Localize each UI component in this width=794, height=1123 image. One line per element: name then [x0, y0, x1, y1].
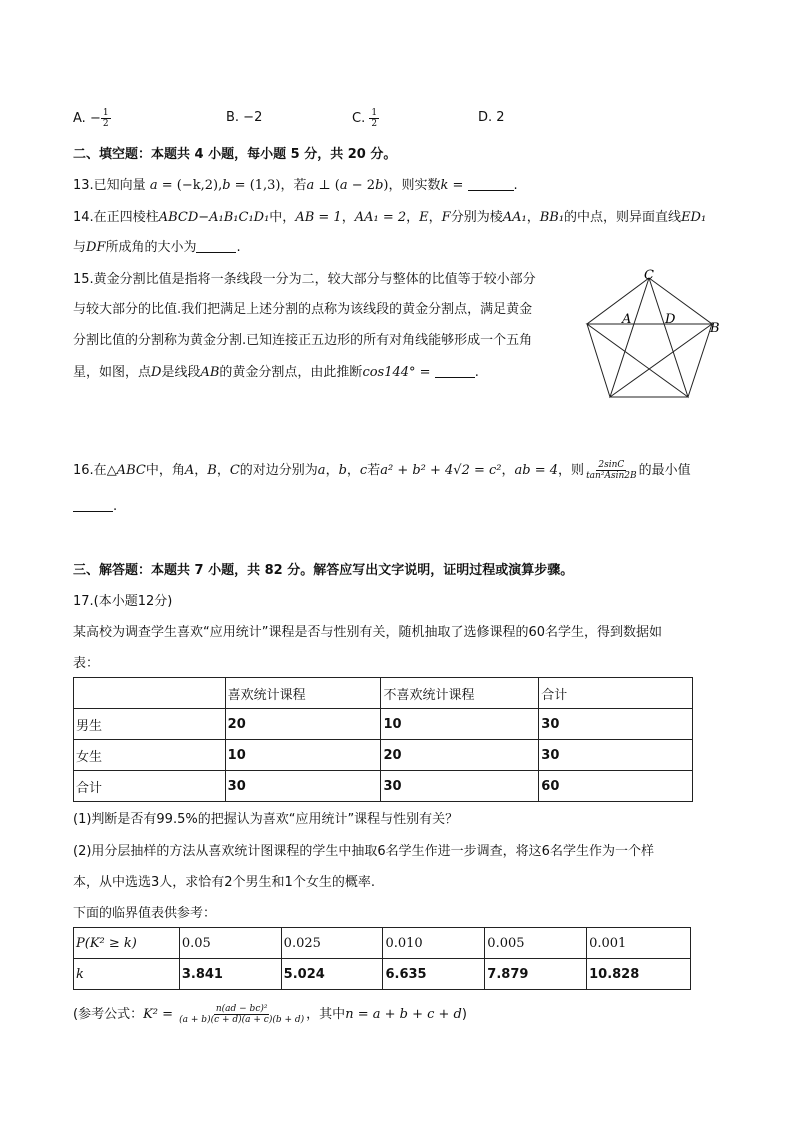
table-cell: 0.05 [179, 928, 281, 959]
prism-name: ABCD−A₁B₁C₁D₁ [158, 210, 270, 225]
option-c-fraction [369, 108, 379, 129]
sep: ， [194, 463, 208, 478]
q13-text-3: ，则实数 [388, 178, 441, 193]
triangle-abc: △ABC [106, 463, 146, 478]
vector-a-symbol-3: a [339, 178, 348, 193]
formula-text-3: ) [461, 1007, 467, 1022]
var-k: k [440, 178, 449, 193]
edge-bb1: BB₁ [539, 210, 565, 225]
table-cell: 男生 [74, 709, 226, 740]
q15-end: . [474, 365, 479, 380]
label-a: A [622, 312, 632, 327]
table-cell: 0.025 [281, 928, 383, 959]
q14-text-2: 中， [269, 210, 296, 225]
condition-equation: a² + b² + 4√2 = c² [380, 463, 502, 478]
option-b: B. −2 [226, 110, 263, 125]
q16-end: . [113, 499, 118, 514]
option-c-numerator: 1 [371, 108, 378, 118]
vector-b-symbol: b [222, 178, 231, 193]
option-c-label: C. [352, 111, 366, 126]
table-cell: 7.879 [485, 959, 587, 990]
table-cell: 30 [539, 709, 693, 740]
q16-text-3: 的对边分别为 [239, 463, 318, 478]
formula-n: n = a + b + c + d [345, 1007, 462, 1022]
question-17-intro-line1: 某高校为调查学生喜欢“应用统计”课程是否与性别有关，随机抽取了选修课程的60名学生，得到数据如 [73, 625, 663, 640]
aa1-length: AA₁ = 2 [354, 210, 407, 225]
question-16-line1 [73, 460, 691, 481]
fraction-denominator: tan²Asin2B [586, 471, 637, 481]
table-cell: 女生 [74, 740, 226, 771]
side-b: b [338, 463, 347, 478]
question-17-part2-line2: 本，从中选选3人，求恰有2个男生和1个女生的概率. [73, 875, 375, 890]
table-header-cell: 喜欢统计课程 [225, 678, 381, 709]
point-f: F [441, 210, 451, 225]
table-cell: 10 [381, 709, 539, 740]
formula-text: (参考公式： [73, 1007, 144, 1022]
label-d: D [665, 312, 676, 327]
table-cell: 20 [381, 740, 539, 771]
label-c: C [644, 268, 654, 283]
survey-table [73, 677, 693, 802]
question-15-line4 [73, 363, 479, 383]
table-header-row [74, 678, 693, 709]
label-b: B [710, 321, 720, 336]
close-paren: ) [383, 178, 389, 193]
table-cell: 10 [225, 740, 381, 771]
table-cell: 30 [539, 740, 693, 771]
angle-a: A [184, 463, 195, 478]
section2-heading: 二、填空题：本题共 4 小题，每小题 5 分，共 20 分。 [73, 147, 397, 162]
q14-text-5: 与 [73, 240, 87, 255]
sep: ， [406, 210, 420, 225]
table-row [74, 771, 693, 802]
table-row [74, 928, 691, 959]
survey-table-body [74, 678, 693, 802]
question-17-part1: (1)判断是否有99.5%的把握认为喜欢“应用统计”课程与性别有关？ [73, 812, 459, 827]
table-cell: 60 [539, 771, 693, 802]
point-d: D [151, 365, 162, 380]
q14-text: 14.在正四棱柱 [73, 210, 159, 225]
sep: ， [346, 463, 360, 478]
table-cell: 20 [225, 709, 381, 740]
sep: ， [501, 463, 515, 478]
question-14-line2 [73, 238, 241, 258]
sep: ， [341, 210, 355, 225]
question-17-part2-line1: (2)用分层抽样的方法从喜欢统计图课程的学生中抽取6名学生作进一步调查，将这6名学生作为一个样 [73, 844, 654, 859]
q16-text: 16.在 [73, 463, 107, 478]
q13-text: 13.已知向量 [73, 178, 146, 193]
table-cell: 30 [381, 771, 539, 802]
table-header-cell [74, 678, 226, 709]
question-17-intro-line2: 表： [73, 656, 100, 671]
table-cell: 合计 [74, 771, 226, 802]
sep: ， [428, 210, 442, 225]
reference-formula [73, 1003, 467, 1027]
formula-fraction [177, 1004, 306, 1025]
side-a: a [317, 463, 326, 478]
section3-heading: 三、解答题：本题共 7 小题，共 82 分。解答应写出文字说明，证明过程或演算步骤。 [73, 563, 574, 578]
question-15-line2: 与较大部分的比值.我们把满足上述分割的点称为该线段的黄金分割点，满足黄金 [73, 302, 533, 317]
equals: = [448, 178, 468, 193]
table-header-cell: 合计 [539, 678, 693, 709]
option-a-fraction [101, 108, 111, 129]
side-c: c [359, 463, 368, 478]
formula-text-2: ，其中 [306, 1007, 346, 1022]
critical-values-intro: 下面的临界值表供参考： [73, 906, 217, 921]
q14-text-4: 的中点，则异面直线 [564, 210, 682, 225]
option-d: D. 2 [478, 110, 505, 125]
angle-c: C [229, 463, 240, 478]
option-c-denominator: 2 [371, 119, 378, 129]
table-header-cell: 不喜欢统计课程 [381, 678, 539, 709]
segment-ab: AB [200, 365, 220, 380]
formula-lhs: K² = [143, 1007, 178, 1022]
q14-end: . [236, 240, 241, 255]
question-13 [73, 176, 518, 196]
fraction-numerator: 2sinC [598, 460, 625, 470]
table-cell: P(K² ≥ k) [74, 928, 180, 959]
q16-text-6: 的最小值 [638, 463, 691, 478]
vector-a [146, 178, 158, 193]
target-fraction [584, 460, 639, 481]
sep: ， [325, 463, 339, 478]
q14-text-3: 分别为棱 [450, 210, 503, 225]
sep: ， [526, 210, 540, 225]
table-cell: 10.828 [587, 959, 691, 990]
table-row [74, 740, 693, 771]
table-cell: 0.005 [485, 928, 587, 959]
critical-values-table [73, 927, 691, 990]
table-cell: 30 [225, 771, 381, 802]
pentagram-diagonals [587, 278, 712, 397]
vector-b-symbol-2: b [375, 178, 384, 193]
table-cell: 6.635 [383, 959, 485, 990]
table-cell: k [74, 959, 180, 990]
question-14-line1 [73, 208, 706, 228]
edge-aa1: AA₁ [502, 210, 527, 225]
q13-text-2: ，若 [280, 178, 307, 193]
option-a [73, 108, 111, 129]
formula-numerator: n(ad − bc)² [215, 1004, 268, 1014]
vector-a-symbol: a [149, 178, 158, 193]
q13-end: . [513, 178, 518, 193]
q14-text-6: 所成角的大小为 [105, 240, 197, 255]
option-a-label: A. [73, 111, 86, 126]
minus-two: − 2 [347, 178, 376, 193]
table-cell: 0.010 [383, 928, 485, 959]
question-16-line2 [73, 497, 117, 517]
table-cell: 5.024 [281, 959, 383, 990]
angle-b: B [207, 463, 217, 478]
option-a-numerator: 1 [102, 108, 109, 118]
answer-blank-14[interactable] [196, 238, 236, 253]
cos-expression: cos144° = [362, 365, 435, 380]
line-ed1: ED₁ [681, 210, 707, 225]
table-row [74, 709, 693, 740]
question-15-line3: 分割比值的分割称为黄金分割.已知连接正五边形的所有对角线能够形成一个五角 [73, 333, 533, 348]
answer-blank-16[interactable] [73, 497, 113, 512]
line-df: DF [86, 240, 106, 255]
answer-blank-13[interactable] [468, 176, 514, 191]
vector-a-symbol-2: a [306, 178, 315, 193]
q16-text-4: 若 [367, 463, 381, 478]
q15-text: 星，如图，点 [73, 365, 152, 380]
table-row [74, 959, 691, 990]
option-c [352, 108, 379, 129]
option-a-minus: − [89, 111, 101, 126]
q16-text-2: 中，角 [145, 463, 185, 478]
answer-blank-15[interactable] [435, 363, 475, 378]
table-cell: 3.841 [179, 959, 281, 990]
q15-text-3: 的黄金分割点，由此推断 [219, 365, 363, 380]
q15-text-2: 是线段 [161, 365, 201, 380]
question-15-line1: 15.黄金分割比值是指将一条线段一分为二，较大部分与整体的比值等于较小部分 [73, 272, 536, 287]
perp-symbol: ⊥ ( [314, 178, 340, 193]
point-e: E [419, 210, 429, 225]
question-17-title: 17.(本小题12分) [73, 594, 173, 609]
product-ab: ab = 4 [514, 463, 559, 478]
pentagram-figure [582, 266, 722, 402]
option-a-denominator: 2 [102, 119, 109, 129]
table-cell: 0.001 [587, 928, 691, 959]
sep: ， [216, 463, 230, 478]
ab-length: AB = 1 [295, 210, 342, 225]
vector-b-value: = (1,3) [230, 178, 281, 193]
vector-a-value: = (−k,2), [157, 178, 223, 193]
formula-denominator: (a + b)(c + d)(a + c)(b + d) [179, 1015, 305, 1025]
q16-text-5: ，则 [558, 463, 585, 478]
